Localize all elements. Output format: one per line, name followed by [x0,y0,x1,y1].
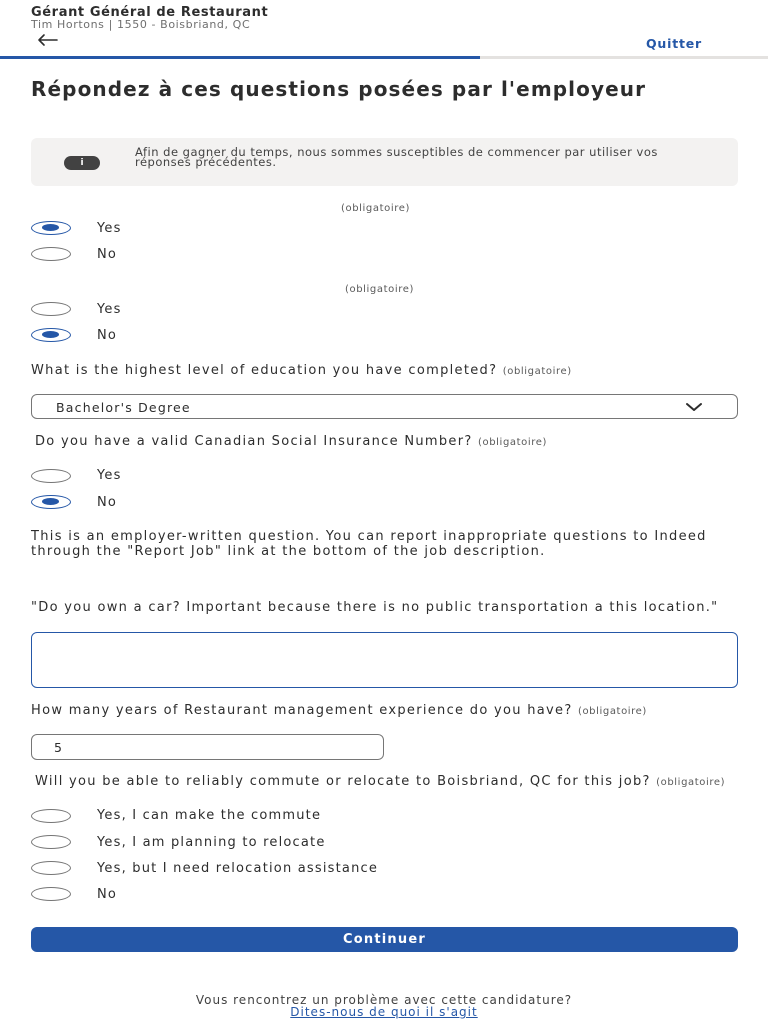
q1-radio-no[interactable] [31,247,71,261]
education-select[interactable] [31,394,738,419]
quit-link[interactable]: Quitter [646,36,703,51]
commute-label-no: No [97,887,118,902]
commute-radio-assistance[interactable] [31,861,71,875]
footer-question: Vous rencontrez un problème avec cette candidature? [195,993,573,1007]
report-problem-link[interactable]: Dites-nous de quoi il s'agit [290,1005,478,1019]
progress-fill [0,56,480,59]
q1-radio-yes[interactable] [31,221,71,235]
experience-required: (obligatoire) [577,706,647,717]
job-title: Gérant Général de Restaurant [31,5,269,20]
experience-input[interactable] [31,734,384,760]
commute-radio-commute[interactable] [31,809,71,823]
company-location: Tim Hortons | 1550 - Boisbriand, QC [31,18,251,31]
q1-label-yes: Yes [97,221,122,236]
education-required: (obligatoire) [502,366,572,377]
commute-radio-no[interactable] [31,887,71,901]
arrow-left-icon [36,33,58,47]
experience-question-text: How many years of Restaurant management experience do you have? [31,703,573,718]
q2-label-no: No [97,328,118,343]
info-box [31,138,738,186]
info-text: Afin de gagner du temps, nous sommes susceptibles de commencer par utiliser vos réponses précédentes. [135,145,658,169]
experience-value: 5 [54,740,62,755]
commute-label-commute: Yes, I can make the commute [97,808,322,823]
sin-question [35,435,735,449]
continue-button[interactable]: Continuer [31,927,738,952]
q1-required: (obligatoire) [341,203,410,214]
sin-required: (obligatoire) [478,437,547,448]
sin-question-text: Do you have a valid Canadian Social Insurance Number? [35,434,473,449]
commute-question [35,775,740,790]
q2-label-yes: Yes [97,302,122,317]
sin-label-yes: Yes [97,468,122,483]
car-answer-textarea[interactable] [31,632,738,688]
commute-radio-relocate[interactable] [31,835,71,849]
q2-required: (obligatoire) [345,284,414,295]
car-question: "Do you own a car? Important because there is no public transportation a this location." [31,600,719,615]
commute-question-text: Will you be able to reliably commute or relocate to Boisbriand, QC for this job? [35,774,651,789]
chevron-down-icon [682,401,706,413]
commute-label-relocate: Yes, I am planning to relocate [97,835,326,850]
back-button[interactable] [36,32,62,52]
education-question [31,364,731,378]
education-question-text: What is the highest level of education you have completed? [31,363,498,378]
sin-radio-no[interactable] [31,495,71,509]
employer-question-notice: This is an employer-written question. You can report inappropriate questions to Indeed through the "Report Job" link at the bottom of the job description. [31,529,707,559]
report-problem-container [0,1005,768,1019]
experience-question [31,704,736,719]
q2-radio-no[interactable] [31,328,71,342]
page-title: Répondez à ces questions posées par l'employeur [31,77,647,101]
info-icon: i [64,156,100,170]
commute-required: (obligatoire) [656,777,726,788]
progress-bar [0,56,768,59]
commute-label-assistance: Yes, but I need relocation assistance [97,861,379,876]
sin-label-no: No [97,495,118,510]
education-selected-value: Bachelor's Degree [56,400,191,415]
q2-radio-yes[interactable] [31,302,71,316]
sin-radio-yes[interactable] [31,469,71,483]
q1-label-no: No [97,247,118,262]
